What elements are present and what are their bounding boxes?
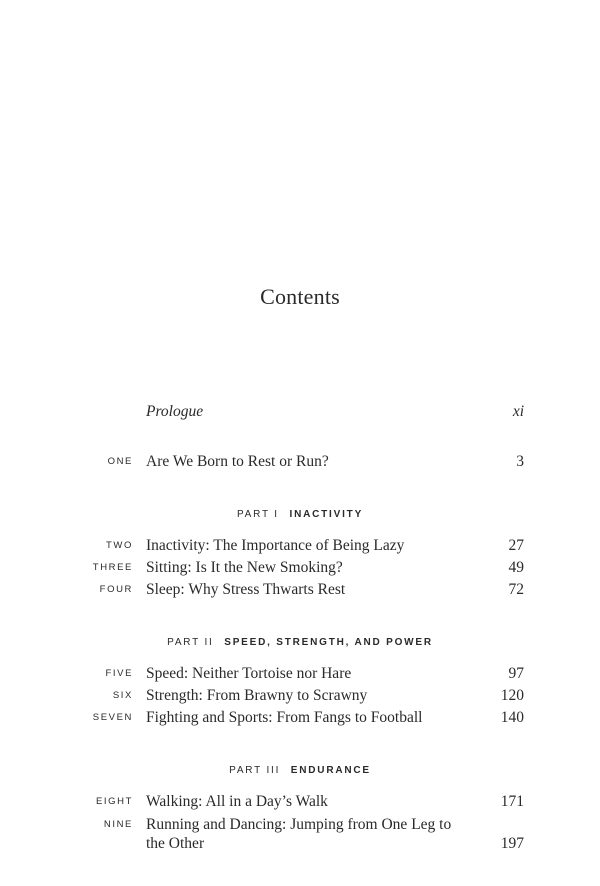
toc-entry-chapter[interactable] — [0, 580, 600, 600]
chapter-number: SEVEN — [92, 712, 133, 723]
part-heading — [0, 765, 600, 776]
toc-entry-title: Inactivity: The Importance of Being Lazy — [146, 537, 405, 554]
toc-entry-title: Sleep: Why Stress Thwarts Rest — [146, 581, 346, 598]
chapter-number: SIX — [112, 690, 133, 701]
part-label: PART II — [167, 637, 214, 648]
toc-entry-chapter[interactable] — [0, 558, 600, 578]
page-title: Contents — [260, 284, 340, 309]
toc-entry-title: Speed: Neither Tortoise nor Hare — [146, 665, 352, 682]
chapter-number: NINE — [103, 819, 133, 830]
toc-entry-title: Are We Born to Rest or Run? — [146, 453, 329, 470]
toc-entry-page: 72 — [508, 581, 524, 598]
toc-entry-page: 120 — [500, 687, 524, 704]
toc-entry-page: 97 — [508, 665, 524, 682]
toc-entry-page: 27 — [508, 537, 524, 554]
part-name: INACTIVITY — [289, 509, 364, 520]
toc-entry-title: Walking: All in a Day’s Walk — [146, 793, 328, 810]
chapter-number: FIVE — [105, 668, 133, 679]
toc-entry-title: Sitting: Is It the New Smoking? — [146, 559, 343, 576]
toc-entry-title: Prologue — [146, 403, 204, 420]
part-name: ENDURANCE — [290, 765, 371, 776]
part-label: PART I — [236, 509, 279, 520]
part-heading — [0, 637, 600, 648]
toc-entry-page: xi — [512, 403, 524, 420]
toc-entry-page: 171 — [500, 793, 524, 810]
toc-entry-chapter[interactable] — [0, 708, 600, 728]
chapter-number: EIGHT — [95, 796, 133, 807]
toc-entry-page: 49 — [508, 559, 524, 576]
toc-entry-chapter[interactable] — [0, 536, 600, 556]
toc-entry-chapter[interactable] — [0, 452, 600, 472]
toc-entry-title: Fighting and Sports: From Fangs to Football — [146, 709, 423, 726]
chapter-number: THREE — [92, 562, 133, 573]
chapter-number: FOUR — [99, 584, 133, 595]
toc-entry-page: 140 — [500, 709, 524, 726]
chapter-number: ONE — [107, 456, 133, 467]
toc-entry-title: Running and Dancing: Jumping from One Leg to the Other — [146, 816, 452, 852]
part-heading — [0, 509, 600, 520]
toc-entry-chapter[interactable] — [0, 815, 600, 855]
toc-entry-chapter[interactable] — [0, 792, 600, 812]
toc-entry-chapter[interactable] — [0, 686, 600, 706]
toc-entry-title: Strength: From Brawny to Scrawny — [146, 687, 368, 704]
toc-entry-chapter[interactable] — [0, 664, 600, 684]
part-label: PART III — [229, 765, 281, 776]
toc-entry-page: 3 — [516, 453, 524, 470]
chapter-number: TWO — [106, 540, 133, 551]
part-name: SPEED, STRENGTH, AND POWER — [224, 637, 433, 648]
toc-entry-prologue[interactable] — [0, 402, 600, 422]
toc-entry-page: 197 — [500, 835, 524, 852]
